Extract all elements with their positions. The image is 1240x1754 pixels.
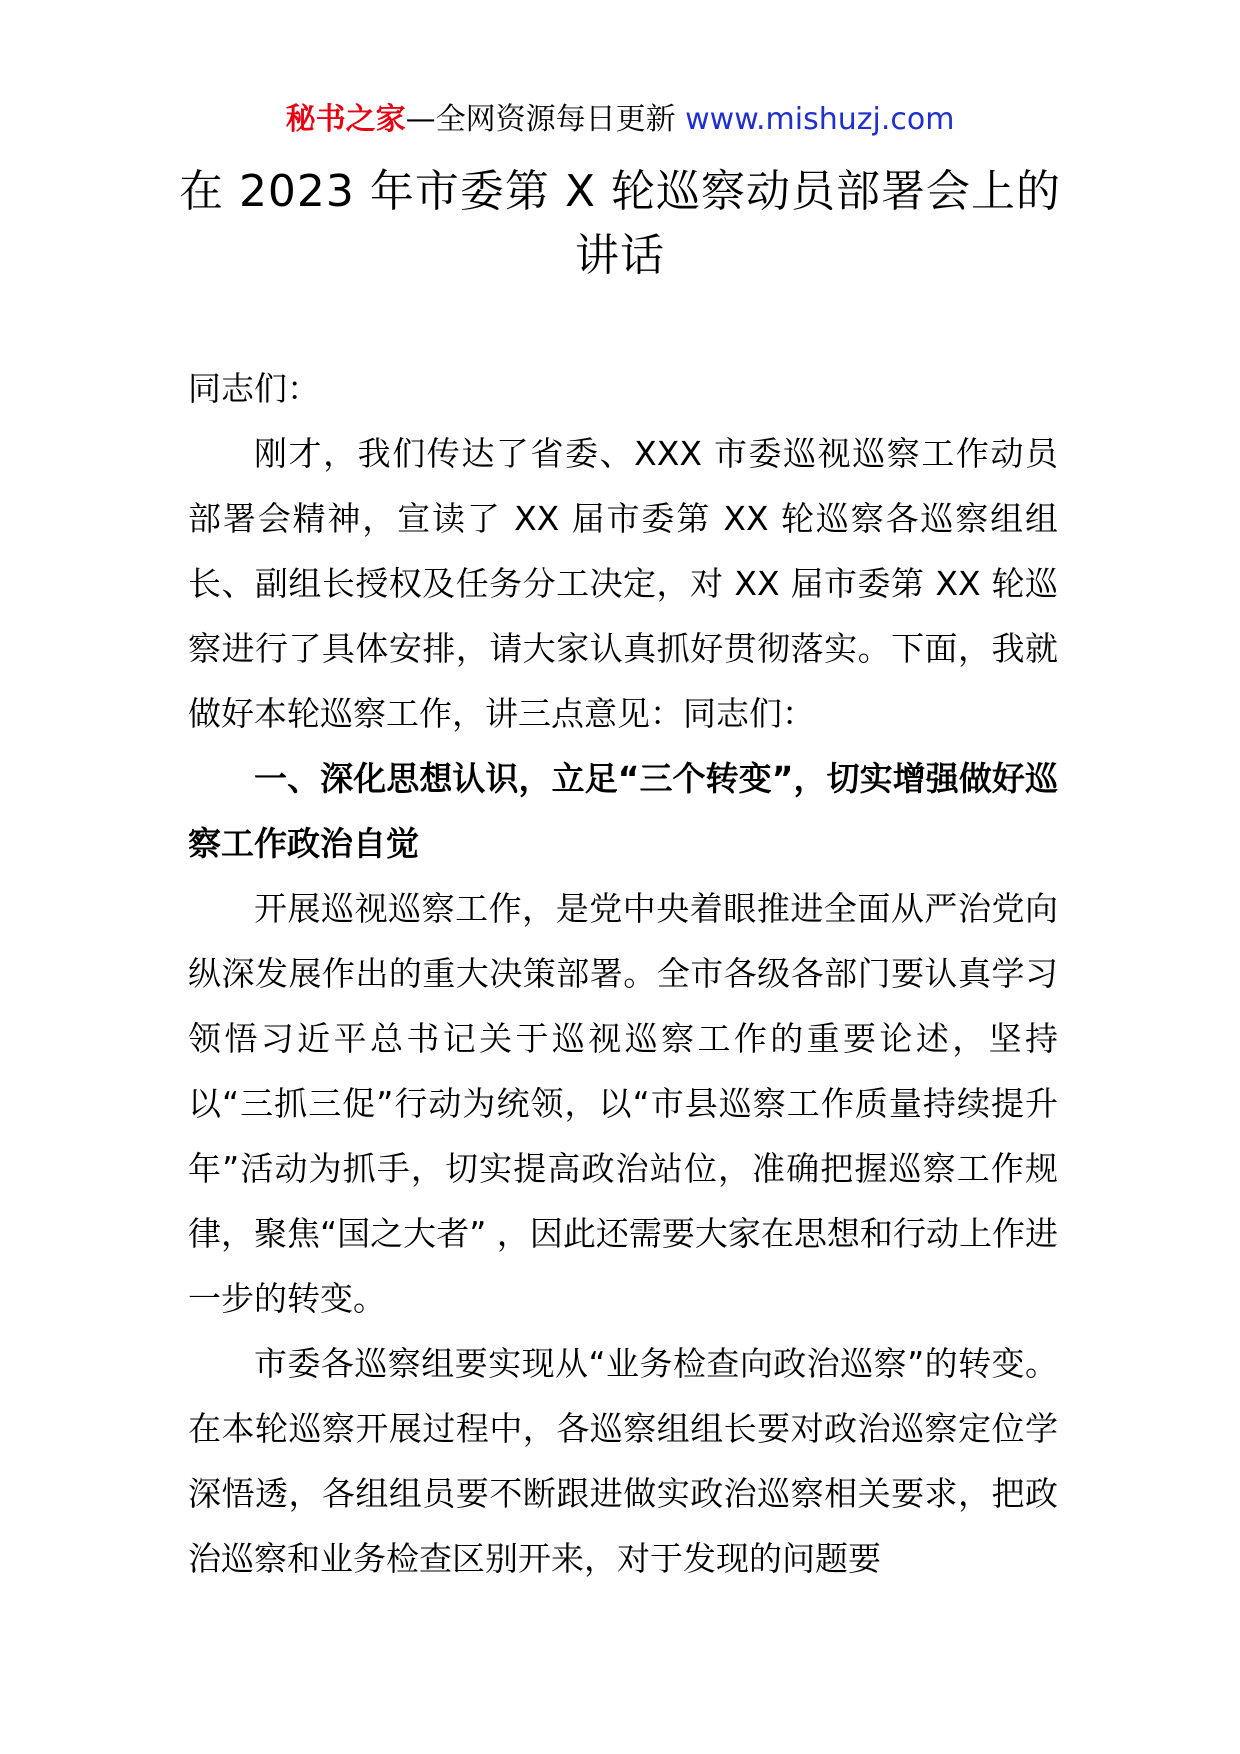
paragraph-background: 开展巡视巡察工作，是党中央着眼推进全面从严治党向纵深发展作出的重大决策部署。全市各级各部门要认真学习领悟习近平总书记关于巡视巡察工作的重要论述，坚持以“三抓三促”行动为统领，以“市县巡察工作质量持续提升年”活动为抓手，切实提高政治站位，准确把握巡察工作规律，聚焦“国之大者” ，因此还需要大家在思想和行动上作进一步的转变。 bbox=[188, 889, 1058, 1318]
site-header bbox=[0, 100, 1240, 140]
paragraph-intro: 刚才，我们传达了省委、XXX 市委巡视巡察工作动员部署会精神，宣读了 XX 届市委第 XX 轮巡察各巡察组组长、副组长授权及任务分工决定，对 XX 届市委第 XX 轮巡察进行了具体安排，请大家认真抓好贯彻落实。下面，我就做好本轮巡察工作，讲三点意见：同志们： bbox=[188, 434, 1058, 733]
greeting: 同志们： bbox=[188, 369, 320, 408]
brand-name: 秘书之家 bbox=[285, 102, 406, 137]
section-heading-1: 一、深化思想认识，立足“三个转变”，切实增强做好巡察工作政治自觉 bbox=[188, 759, 1058, 863]
site-url-link[interactable]: www.mishuzj.com bbox=[685, 102, 955, 137]
document-body bbox=[188, 356, 1058, 1591]
paragraph-transformation: 市委各巡察组要实现从“业务检查向政治巡察”的转变。在本轮巡察开展过程中，各巡察组组长要对政治巡察定位学深悟透，各组组员要不断跟进做实政治巡察相关要求，把政治巡察和业务检查区别开来，对于发现的问题要 bbox=[188, 1344, 1058, 1578]
header-slogan: —全网资源每日更新 bbox=[405, 102, 686, 137]
document-title: 在 2023 年市委第 X 轮巡察动员部署会上的讲话 bbox=[178, 166, 1062, 281]
